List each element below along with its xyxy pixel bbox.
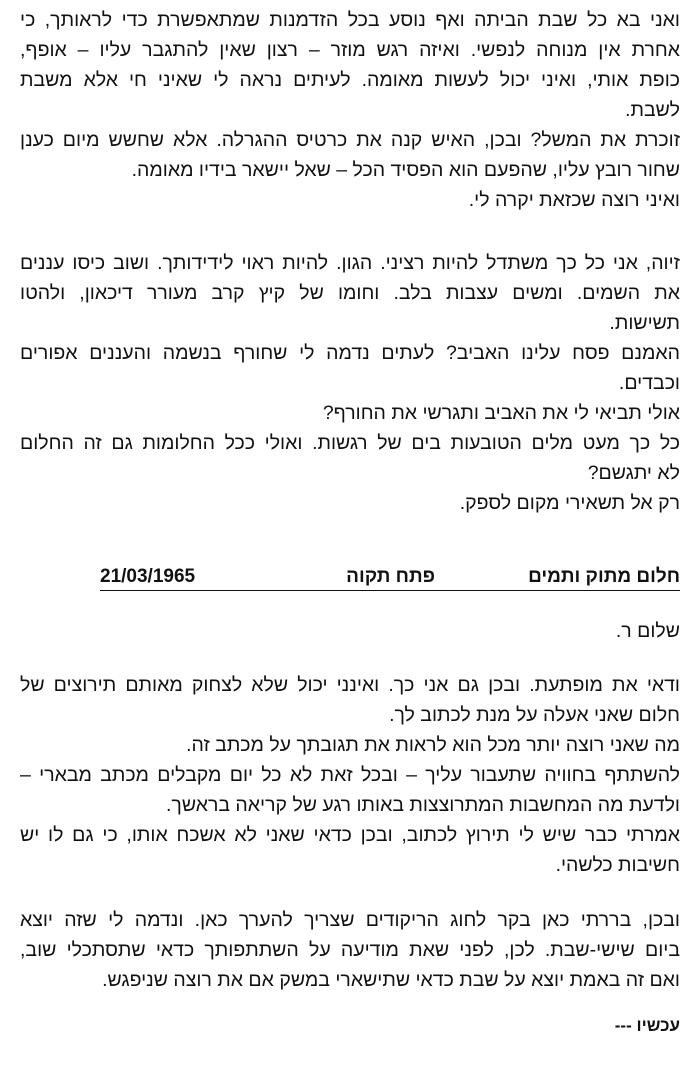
letter-place: פתח תקוה xyxy=(346,566,435,587)
text-line: חשיבות כלשהי. xyxy=(555,854,680,876)
text-line: רק אל תשאירי מקום לספק. xyxy=(459,492,680,514)
text-line: אמרתי כבר שיש לי תירוץ לכתוב, ובכן כדאי שאני לא אשכח אותו, כי גם לו יש xyxy=(20,824,680,846)
letter-date: 21/03/1965 xyxy=(100,566,196,587)
text-line: זוכרת את המשל? ובכן, האיש קנה את כרטיס ההגרלה. אלא שחשש מיום כענן xyxy=(20,129,680,151)
text-line: לא יתגשם? xyxy=(587,462,680,484)
text-line: מה שאני רוצה יותר מכל הוא לראות את תגובתך על מכתב זה. xyxy=(186,734,680,756)
text-line: ואני בא כל שבת הביתה ואף נוסע בכל הזדמנות שמתאפשרת כדי לראותך, כי xyxy=(20,9,680,31)
text-line: אולי תביאי לי את האביב ותגרשי את החורף? xyxy=(322,402,680,424)
letter-greeting: שלום ר. xyxy=(615,620,680,642)
text-line: ואיני רוצה שכזאת יקרה לי. xyxy=(468,189,680,211)
text-line: ולדעת מה המחשבות המתרוצצות באותו רגע של קריאה בראשך. xyxy=(166,794,680,816)
text-line: אחרת אין מנוחה לנפשי. ואיזה רגש מוזר – רצון שאין להתגבר עליו – אופף, xyxy=(20,39,680,61)
letter2-paragraph-2 xyxy=(20,905,680,995)
text-line: זיוה, אני כל כך משתדל להיות רציני. הגון. להיות ראוי לידידותך. ושוב כיסו עננים xyxy=(20,252,680,274)
text-line: וכבדים. xyxy=(618,372,680,394)
text-line: האמנם פסח עלינו האביב? לעתים נדמה לי שחורף בנשמה והעננים אפורים xyxy=(20,342,680,364)
text-line: שחור רובץ עליו, שהפעם הוא הפסיד הכל – שאל יישאר בידיו מאומה. xyxy=(131,159,680,181)
letter1-paragraph-3 xyxy=(20,248,680,518)
text-line: כל כך מעט מלים הטובעות בים של רגשות. ואולי ככל החלומות גם זה החלום xyxy=(20,432,680,454)
text-line: לשבת. xyxy=(625,99,680,121)
text-line: ודאי את מופתעת. ובכן גם אני כך. ואינני יכול שלא לצחוק מאותם תירוצים של xyxy=(20,674,680,696)
letter2-heading xyxy=(100,566,680,591)
letter2-paragraph-1 xyxy=(20,670,680,880)
text-line: ואם זה באמת יוצא על שבת כדאי שתישארי במשק אם את רוצה שניפגש. xyxy=(102,969,680,991)
text-line: להשתתף בחוויה שתעבור עליך – ובכל זאת לא כל יום מקבלים מכתב מבארי – xyxy=(20,764,680,786)
text-line: כופת אותי, ואיני יכול לעשות מאומה. לעיתים נראה לי שאיני חי אלא משבת xyxy=(20,69,680,91)
letter-signoff: עכשיו --- xyxy=(614,1016,680,1035)
letter-title: חלום מתוק ותמים xyxy=(528,566,680,587)
text-line: ובכן, בררתי כאן בקר לחוג הריקודים שצריך להערך כאן. ונדמה לי שזה יוצא xyxy=(20,909,680,931)
text-line: חלום שאני אעלה על מנת לכתוב לך. xyxy=(389,704,680,726)
text-line: את השמים. ומשים עצבות בלב. וחומו של קיץ קרב מעורר דיכאון, ולהטו xyxy=(20,282,680,304)
letter1-paragraph-2 xyxy=(20,125,680,215)
letter1-paragraph-1 xyxy=(20,5,680,125)
text-line: תשישות. xyxy=(609,312,680,334)
text-line: ביום שישי-שבת. לכן, לפני שאת מודיעה על השתתפותך כדאי שתסתכלי שוב, xyxy=(20,939,680,961)
